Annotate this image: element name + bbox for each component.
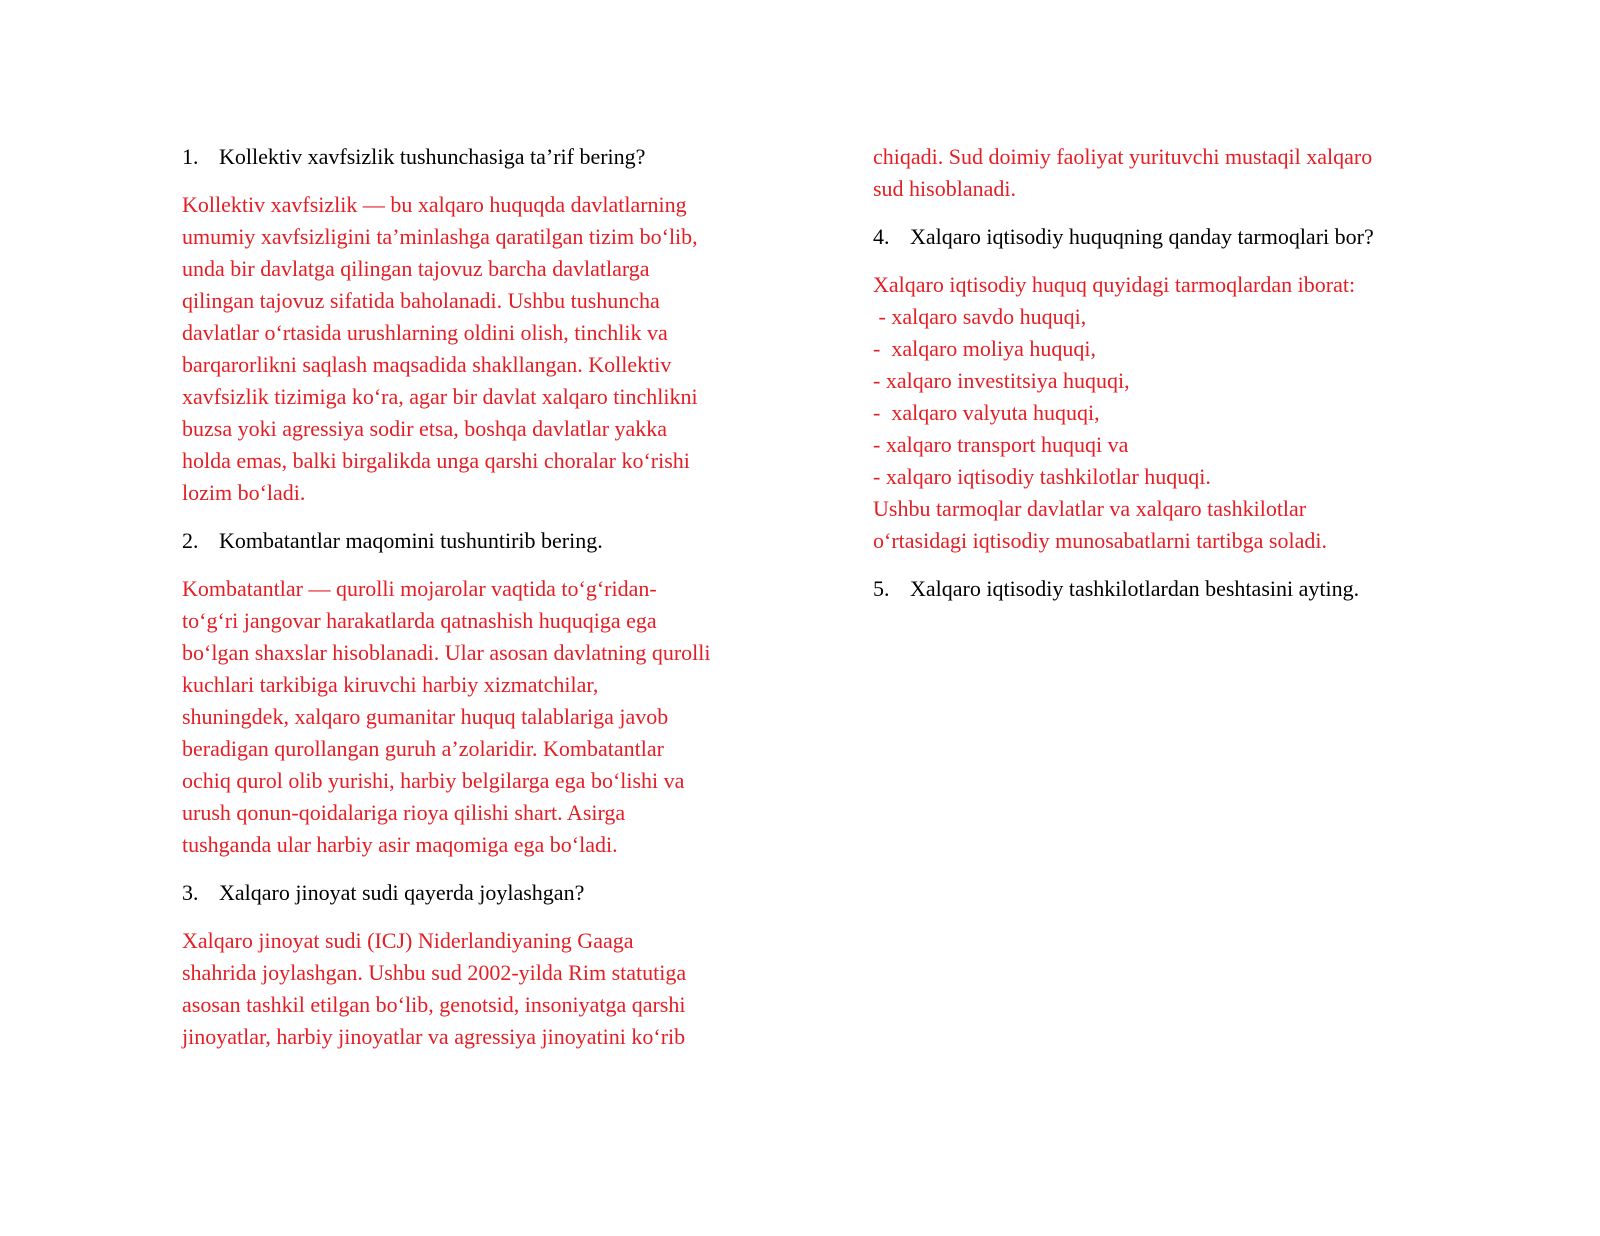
- left-column: [182, 141, 782, 1069]
- answer-line: barqarorlikni saqlash maqsadida shakllangan. Kollektiv: [182, 352, 672, 377]
- question-text: Xalqaro iqtisodiy huquqning qanday tarmoqlari bor?: [910, 224, 1374, 249]
- question-3: [182, 877, 782, 909]
- answer-line: qilingan tajovuz sifatida baholanadi. Ushbu tushuncha: [182, 288, 660, 313]
- answer-line: tushganda ular harbiy asir maqomiga ega bo‘ladi.: [182, 832, 618, 857]
- answer-line: Ushbu tarmoqlar davlatlar va xalqaro tashkilotlar: [873, 496, 1307, 521]
- answer-line: shahrida joylashgan. Ushbu sud 2002-yilda Rim statutiga: [182, 960, 687, 985]
- question-5: [873, 573, 1473, 605]
- answer-line: sud hisoblanadi.: [873, 176, 1016, 201]
- question-4: [873, 221, 1473, 253]
- answer-line: umumiy xavfsizligini ta’minlashga qaratilgan tizim bo‘lib,: [182, 224, 698, 249]
- question-text: Kombatantlar maqomini tushuntirib bering.: [219, 528, 603, 553]
- answer-line: Xalqaro jinoyat sudi (ICJ) Niderlandiyaning Gaaga: [182, 928, 634, 953]
- right-column: [873, 141, 1473, 621]
- answer-line: Xalqaro iqtisodiy huquq quyidagi tarmoqlardan iborat:: [873, 272, 1356, 297]
- answer-line: lozim bo‘ladi.: [182, 480, 306, 505]
- answer-line: asosan tashkil etilgan bo‘lib, genotsid, insoniyatga qarshi: [182, 992, 686, 1017]
- question-number: 1.: [182, 144, 199, 169]
- answer-line: Kombatantlar — qurolli mojarolar vaqtida to‘g‘ridan-: [182, 576, 657, 601]
- answer-line: shuningdek, xalqaro gumanitar huquq talablariga javob: [182, 704, 669, 729]
- answer-3: [182, 925, 782, 1053]
- answer-line: xavfsizlik tizimiga ko‘ra, agar bir davlat xalqaro tinchlikni: [182, 384, 698, 409]
- answer-list-item: - xalqaro moliya huquqi,: [873, 336, 1097, 361]
- answer-list-item: - xalqaro transport huquqi va: [873, 432, 1129, 457]
- answer-line: holda emas, balki birgalikda unga qarshi choralar ko‘rishi: [182, 448, 690, 473]
- answer-line: kuchlari tarkibiga kiruvchi harbiy xizmatchilar,: [182, 672, 599, 697]
- answer-line: urush qonun-qoidalariga rioya qilishi shart. Asirga: [182, 800, 626, 825]
- answer-line: bo‘lgan shaxslar hisoblanadi. Ular asosan davlatning qurolli: [182, 640, 711, 665]
- answer-line: ochiq qurol olib yurishi, harbiy belgilarga ega bo‘lishi va: [182, 768, 685, 793]
- answer-list-item: - xalqaro savdo huquqi,: [873, 304, 1087, 329]
- answer-line: to‘g‘ri jangovar harakatlarda qatnashish huquqiga ega: [182, 608, 657, 633]
- question-number: 2.: [182, 528, 199, 553]
- answer-line: buzsa yoki agressiya sodir etsa, boshqa davlatlar yakka: [182, 416, 668, 441]
- answer-line: Kollektiv xavfsizlik — bu xalqaro huquqda davlatlarning: [182, 192, 687, 217]
- answer-4: [873, 269, 1473, 557]
- question-text: Xalqaro iqtisodiy tashkilotlardan beshtasini ayting.: [910, 576, 1360, 601]
- answer-line: beradigan qurollangan guruh a’zolaridir. Kombatantlar: [182, 736, 664, 761]
- question-number: 5.: [873, 576, 890, 601]
- answer-line: davlatlar o‘rtasida urushlarning oldini olish, tinchlik va: [182, 320, 668, 345]
- question-2: [182, 525, 782, 557]
- question-text: Kollektiv xavfsizlik tushunchasiga ta’rif bering?: [219, 144, 646, 169]
- question-number: 4.: [873, 224, 890, 249]
- answer-line: jinoyatlar, harbiy jinoyatlar va agressiya jinoyatini ko‘rib: [182, 1024, 686, 1049]
- answer-list-item: - xalqaro iqtisodiy tashkilotlar huquqi.: [873, 464, 1211, 489]
- answer-line: chiqadi. Sud doimiy faoliyat yurituvchi mustaqil xalqaro: [873, 144, 1373, 169]
- question-1: [182, 141, 782, 173]
- answer-2: [182, 573, 782, 861]
- answer-list-item: - xalqaro valyuta huquqi,: [873, 400, 1100, 425]
- answer-line: o‘rtasidagi iqtisodiy munosabatlarni tartibga soladi.: [873, 528, 1327, 553]
- answer-3-continued: [873, 141, 1473, 205]
- answer-list-item: - xalqaro investitsiya huquqi,: [873, 368, 1130, 393]
- answer-line: unda bir davlatga qilingan tajovuz barcha davlatlarga: [182, 256, 650, 281]
- answer-1: [182, 189, 782, 509]
- question-number: 3.: [182, 880, 199, 905]
- question-text: Xalqaro jinoyat sudi qayerda joylashgan?: [219, 880, 585, 905]
